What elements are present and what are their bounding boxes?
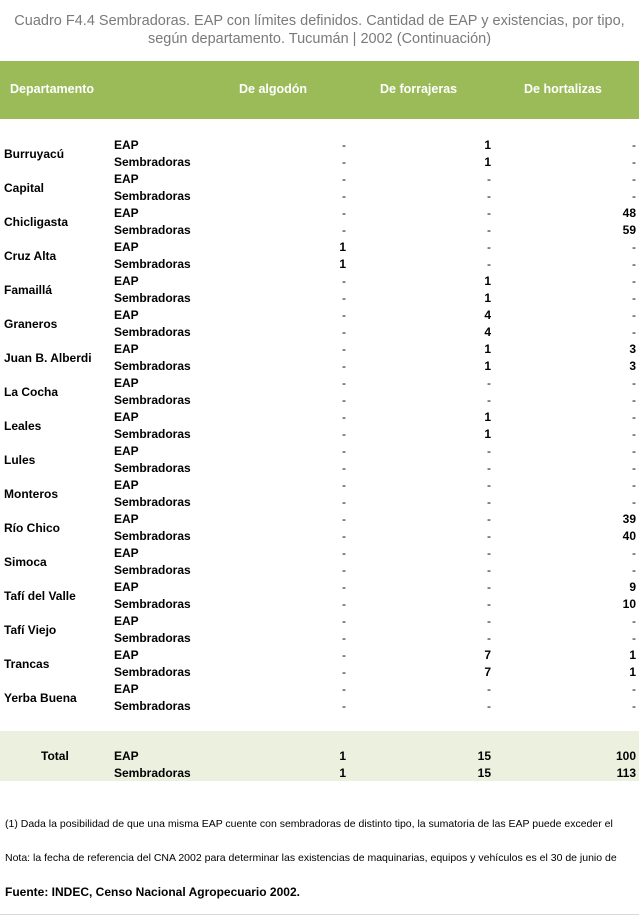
sembradoras-forrajeras-value: - [487,563,491,577]
eap-hortalizas-value: - [632,172,636,186]
row-label: EAP [114,546,139,560]
department-name: Leales [4,419,42,433]
eap-hortalizas-value: - [632,478,636,492]
eap-line [0,273,639,290]
sembradoras-line [0,392,639,409]
sembradoras-hortalizas-value: - [632,393,636,407]
department-group [0,341,639,375]
eap-hortalizas-value: - [632,410,636,424]
eap-forrajeras-value: - [487,376,491,390]
sembradoras-hortalizas-value: - [632,427,636,441]
sembradoras-algodon-value: - [342,223,346,237]
eap-forrajeras-value: 7 [484,648,491,662]
sembradoras-forrajeras-value: - [487,529,491,543]
total-eap-algodon: 1 [339,749,346,763]
department-name: Burruyacú [4,147,65,161]
row-label: EAP [114,648,139,662]
eap-line [0,137,639,154]
sembradoras-algodon-value: - [342,155,346,169]
sembradoras-algodon-value: - [342,631,346,645]
row-label: EAP [114,274,139,288]
sembradoras-hortalizas-value: - [632,563,636,577]
sembradoras-hortalizas-value: - [632,189,636,203]
row-label: EAP [114,308,139,322]
sembradoras-line [0,324,639,341]
total-sembradoras-hortalizas: 113 [616,766,636,780]
eap-forrajeras-value: 4 [484,308,491,322]
sembradoras-forrajeras-value: - [487,597,491,611]
eap-forrajeras-value: - [487,172,491,186]
eap-hortalizas-value: 9 [629,580,636,594]
row-label: Sembradoras [114,699,191,713]
footnote-1: (1) Dada la posibilidad de que una misma EAP cuente con sembradoras de distinto tipo, la sumatoria de las EAP puede exceder el [5,818,613,830]
eap-algodon-value: - [342,274,346,288]
row-label: Sembradoras [114,597,191,611]
sembradoras-line [0,664,639,681]
eap-forrajeras-value: - [487,580,491,594]
sembradoras-algodon-value: - [342,325,346,339]
eap-algodon-value: - [342,614,346,628]
row-label: Sembradoras [114,223,191,237]
row-label: EAP [114,580,139,594]
sembradoras-line [0,256,639,273]
eap-forrajeras-value: - [487,682,491,696]
department-name: La Cocha [4,385,59,399]
sembradoras-hortalizas-value: 40 [622,529,636,543]
eap-line [0,647,639,664]
sembradoras-forrajeras-value: - [487,699,491,713]
eap-forrajeras-value: - [487,240,491,254]
eap-forrajeras-value: 1 [484,138,491,152]
sembradoras-hortalizas-value: 3 [629,359,636,373]
total-eap-line [0,748,639,765]
header-departamento: Departamento [10,82,95,96]
eap-hortalizas-value: - [632,138,636,152]
sembradoras-algodon-value: - [342,189,346,203]
sembradoras-line [0,154,639,171]
eap-line [0,477,639,494]
table-body [0,137,639,715]
eap-line [0,205,639,222]
eap-algodon-value: - [342,682,346,696]
table-title: Cuadro F4.4 Sembradoras. EAP con límites definidos. Cantidad de EAP y existencias, por tipo, según departamento. Tucumán | 2002 (Continuación) [14,13,625,47]
sembradoras-line [0,222,639,239]
department-group [0,443,639,477]
eap-hortalizas-value: - [632,546,636,560]
sembradoras-forrajeras-value: 1 [484,427,491,441]
total-eap-hortalizas: 100 [615,749,636,763]
sembradoras-algodon-value: - [342,529,346,543]
department-group [0,409,639,443]
total-sembradoras-forrajeras: 15 [477,766,491,780]
department-name: Tafí Viejo [4,623,57,637]
eap-forrajeras-value: 1 [484,274,491,288]
eap-algodon-value: - [342,376,346,390]
header-forrajeras: De forrajeras [380,82,458,96]
department-name: Juan B. Alberdi [4,351,92,365]
sembradoras-forrajeras-value: - [487,495,491,509]
eap-line [0,681,639,698]
sembradoras-algodon-value: - [342,427,346,441]
row-label: Sembradoras [114,631,191,645]
eap-line [0,239,639,256]
sembradoras-forrajeras-value: - [487,223,491,237]
sembradoras-forrajeras-value: - [487,631,491,645]
total-eap-forrajeras: 15 [477,749,491,763]
sembradoras-algodon-value: - [342,665,346,679]
eap-hortalizas-value: 1 [629,648,636,662]
sembradoras-forrajeras-value: - [487,461,491,475]
eap-forrajeras-value: - [487,512,491,526]
sembradoras-forrajeras-value: 1 [484,155,491,169]
department-name: Río Chico [4,521,60,535]
sembradoras-line [0,630,639,647]
sembradoras-forrajeras-value: - [487,189,491,203]
eap-hortalizas-value: - [632,444,636,458]
eap-hortalizas-value: - [632,274,636,288]
eap-algodon-value: - [342,342,346,356]
sembradoras-line [0,562,639,579]
row-label: Sembradoras [114,359,191,373]
eap-forrajeras-value: - [487,206,491,220]
source-note: Fuente: INDEC, Censo Nacional Agropecuario 2002. [5,885,300,899]
department-group [0,545,639,579]
eap-line [0,511,639,528]
sembradoras-line [0,460,639,477]
row-label: Sembradoras [114,393,191,407]
sembradoras-line [0,596,639,613]
sembradoras-hortalizas-value: - [632,631,636,645]
eap-hortalizas-value: 39 [622,512,636,526]
department-group [0,613,639,647]
department-group [0,647,639,681]
row-label: Sembradoras [114,427,191,441]
sembradoras-algodon-value: - [342,291,346,305]
department-group [0,239,639,273]
sembradoras-line [0,188,639,205]
row-label: Sembradoras [114,563,191,577]
sembradoras-line [0,494,639,511]
department-group [0,171,639,205]
eap-hortalizas-value: - [632,614,636,628]
sembradoras-hortalizas-value: 10 [622,597,636,611]
eap-algodon-value: - [342,580,346,594]
eap-line [0,307,639,324]
department-name: Tafí del Valle [4,589,76,603]
sembradoras-forrajeras-value: 1 [484,359,491,373]
sembradoras-hortalizas-value: - [632,461,636,475]
department-name: Famaillá [4,283,53,297]
department-name: Chicligasta [4,215,69,229]
eap-hortalizas-value: 48 [622,206,636,220]
eap-hortalizas-value: - [632,682,636,696]
department-name: Yerba Buena [4,691,77,705]
row-label: Sembradoras [114,325,191,339]
row-label: EAP [114,376,139,390]
total-sembradoras-algodon: 1 [339,766,346,780]
row-label: EAP [114,478,139,492]
footnote-nota: Nota: la fecha de referencia del CNA 2002 para determinar las existencias de maquinarias, equipos y vehículos es el 30 de junio de [5,852,617,864]
eap-algodon-value: - [342,308,346,322]
eap-algodon-value: - [342,172,346,186]
department-name: Capital [4,181,45,195]
department-group [0,511,639,545]
sembradoras-line [0,698,639,715]
eap-algodon-value: - [342,206,346,220]
department-group [0,375,639,409]
header-algodon: De algodón [239,82,308,96]
row-label: EAP [114,206,139,220]
sembradoras-hortalizas-value: 59 [622,223,636,237]
total-sembradoras-line [0,765,639,782]
row-label: EAP [114,138,139,152]
row-label: Sembradoras [114,495,191,509]
eap-forrajeras-value: 1 [484,342,491,356]
row-label: EAP [114,749,139,763]
sembradoras-hortalizas-value: - [632,699,636,713]
row-label: Sembradoras [114,461,191,475]
eap-line [0,409,639,426]
department-name: Trancas [4,657,50,671]
sembradoras-line [0,358,639,375]
sembradoras-forrajeras-value: - [487,393,491,407]
eap-algodon-value: 1 [339,240,346,254]
eap-line [0,171,639,188]
sembradoras-algodon-value: - [342,699,346,713]
row-label: EAP [114,512,139,526]
row-label: EAP [114,682,139,696]
sembradoras-algodon-value: - [342,563,346,577]
row-label: Sembradoras [114,665,191,679]
row-label: EAP [114,614,139,628]
eap-line [0,613,639,630]
eap-line [0,545,639,562]
department-group [0,205,639,239]
department-name: Graneros [4,317,58,331]
eap-algodon-value: - [342,546,346,560]
sembradoras-line [0,426,639,443]
eap-hortalizas-value: - [632,308,636,322]
sembradoras-algodon-value: - [342,597,346,611]
eap-algodon-value: - [342,478,346,492]
eap-hortalizas-value: - [632,240,636,254]
sembradoras-algodon-value: - [342,393,346,407]
row-label: Sembradoras [114,529,191,543]
row-label: Sembradoras [114,766,191,780]
sembradoras-forrajeras-value: 1 [484,291,491,305]
eap-forrajeras-value: - [487,546,491,560]
department-name: Monteros [4,487,58,501]
department-group [0,477,639,511]
sembradoras-line [0,290,639,307]
eap-forrajeras-value: - [487,444,491,458]
row-label: Sembradoras [114,291,191,305]
eap-line [0,375,639,392]
eap-hortalizas-value: - [632,376,636,390]
row-label: EAP [114,342,139,356]
sembradoras-hortalizas-value: - [632,155,636,169]
eap-algodon-value: - [342,138,346,152]
eap-forrajeras-value: 1 [484,410,491,424]
department-name: Simoca [4,555,47,569]
eap-line [0,443,639,460]
sembradoras-hortalizas-value: 1 [629,665,636,679]
header-hortalizas: De hortalizas [524,82,602,96]
sembradoras-algodon-value: 1 [339,257,346,271]
table-header [0,61,639,119]
eap-algodon-value: - [342,410,346,424]
sembradoras-algodon-value: - [342,495,346,509]
eap-algodon-value: - [342,444,346,458]
row-label: Sembradoras [114,257,191,271]
department-group [0,579,639,613]
sembradoras-line [0,528,639,545]
eap-algodon-value: - [342,512,346,526]
total-label: Total [41,749,69,763]
department-name: Lules [4,453,36,467]
row-label: Sembradoras [114,189,191,203]
eap-algodon-value: - [342,648,346,662]
eap-hortalizas-value: 3 [629,342,636,356]
eap-line [0,579,639,596]
department-group [0,307,639,341]
sembradoras-hortalizas-value: - [632,291,636,305]
bottom-divider [0,914,639,915]
total-row [0,731,639,781]
row-label: EAP [114,240,139,254]
department-group [0,681,639,715]
department-group [0,273,639,307]
sembradoras-forrajeras-value: - [487,257,491,271]
eap-forrajeras-value: - [487,478,491,492]
department-name: Cruz Alta [4,249,57,263]
sembradoras-algodon-value: - [342,461,346,475]
sembradoras-hortalizas-value: - [632,325,636,339]
eap-line [0,341,639,358]
row-label: EAP [114,172,139,186]
sembradoras-forrajeras-value: 4 [484,325,491,339]
department-group [0,137,639,171]
row-label: Sembradoras [114,155,191,169]
sembradoras-forrajeras-value: 7 [484,665,491,679]
sembradoras-hortalizas-value: - [632,257,636,271]
eap-forrajeras-value: - [487,614,491,628]
row-label: EAP [114,410,139,424]
sembradoras-hortalizas-value: - [632,495,636,509]
row-label: EAP [114,444,139,458]
sembradoras-algodon-value: - [342,359,346,373]
